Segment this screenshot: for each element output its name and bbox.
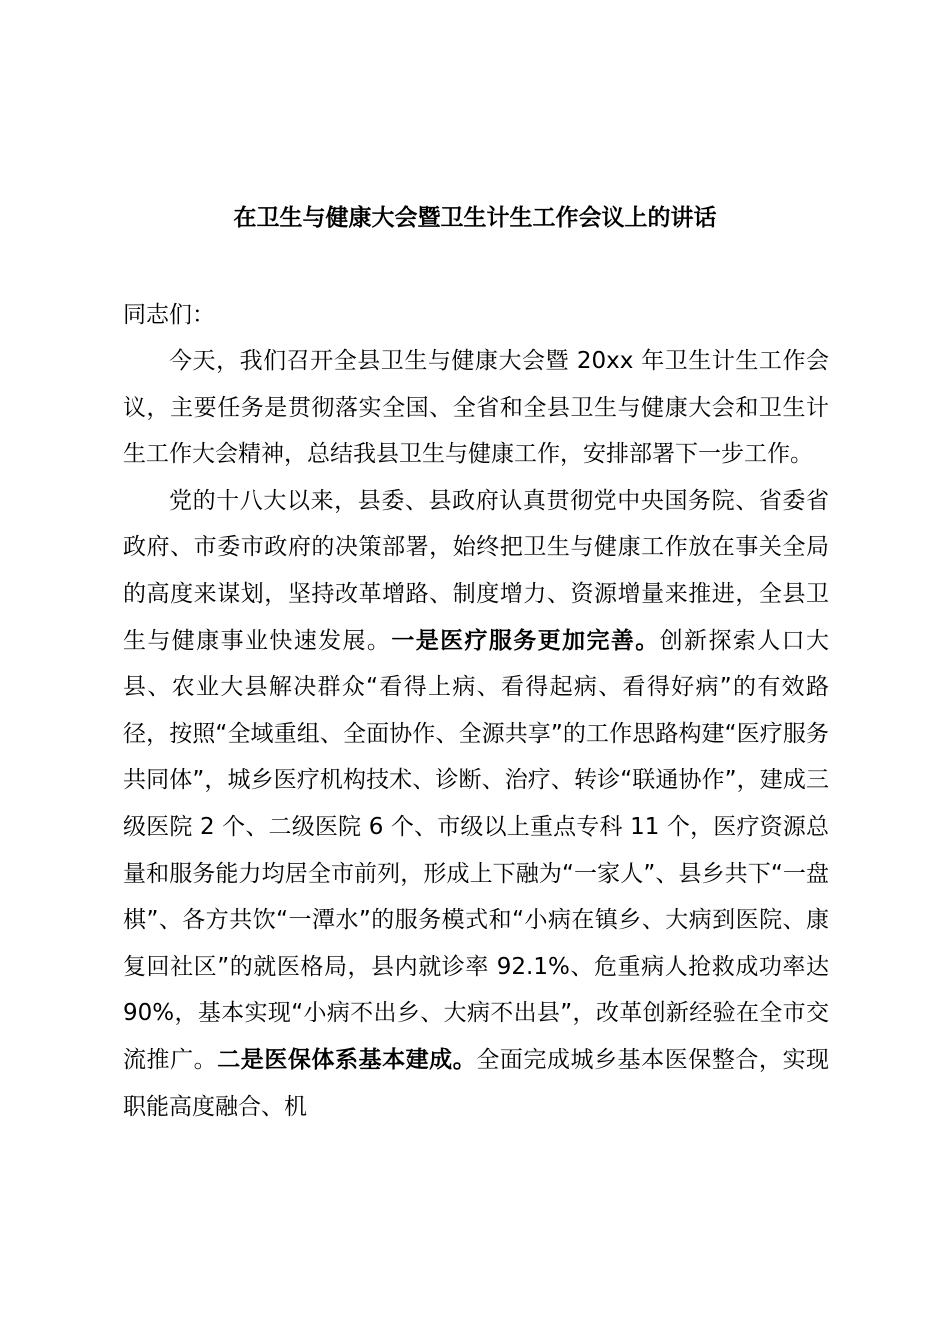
section-heading-medical-insurance: 二是医保体系基本建成。 — [217, 1046, 477, 1073]
medical-insurance-text: 全面完成城乡基本医保整合，实现职能高度融合、机 — [123, 1046, 830, 1120]
document-title: 在卫生与健康大会暨卫生计生工作会议上的讲话 — [233, 205, 717, 231]
paragraph-opening: 今天，我们召开全县卫生与健康大会暨 20xx 年卫生计生工作会议，主要任务是贯彻落实全国、全省和全县卫生与健康大会和卫生计生工作大会精神，总结我县卫生与健康工作，安排部署下一步工作。 — [123, 348, 829, 468]
medical-services-text: 创新探索人口大县、农业大县解决群众“看得上病、看得起病、看得好病”的有效路径，按照“全域重组、全面协作、全源共享”的工作思路构建“医疗服务共同体”，城乡医疗机构技术、诊断、治疗、转诊“联通协作”，建成三级医院 2 个、二级医院 6 个、市级以上重点专科 11 个，医疗资源总量和服务能力均居全市前列，形成上下融为“一家人”、县乡共下“一盘棋”、各方共饮“一潭水”的服务模式和“小病在镇乡、大病到医院、康复回社区”的就医格局，县内就诊率 92.1%、危重病人抢救成功率达 90%，基本实现“小病不出乡、大病不出县”，改革创新经验在全市交流推广。 — [123, 627, 830, 1073]
document-body — [123, 338, 829, 1130]
paragraph-intro: 党的十八大以来，县委、县政府认真贯彻党中央国务院、省委省政府、市委市政府的决策部署，始终把卫生与健康工作放在事关全局的高度来谋划，坚持改革增路、制度增力、资源增量来推进，全县卫生与健康事业快速发展。 — [123, 487, 829, 654]
paragraph-achievements — [123, 478, 829, 1130]
section-heading-medical-services: 一是医疗服务更加完善。 — [391, 627, 660, 654]
salutation: 同志们： — [123, 302, 215, 328]
